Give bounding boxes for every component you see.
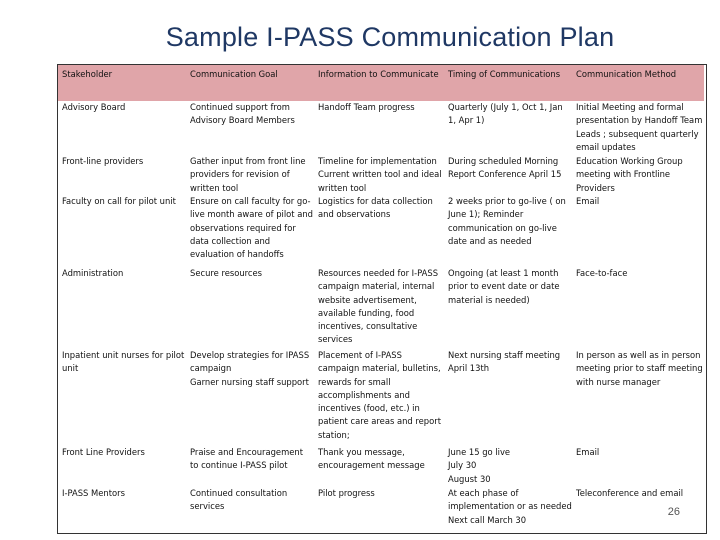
cell-goal: Develop strategies for IPASS campaign Garner nursing staff support: [190, 350, 310, 387]
table-row: [58, 446, 704, 487]
cell-timing: [444, 349, 572, 446]
cell-stakeholder: Faculty on call for pilot unit: [62, 196, 176, 206]
cell-stakeholder: I-PASS Mentors: [62, 488, 125, 498]
header-stakeholder: Stakeholder: [58, 65, 186, 101]
cell-timing: Quarterly (July 1, Oct 1, Jan 1, Apr 1): [448, 102, 563, 126]
cell-goal: Praise and Encouragement to continue I-PASS pilot: [190, 447, 303, 471]
cell-stakeholder: Front Line Providers: [62, 447, 145, 457]
cell-goal: Secure resources: [190, 268, 263, 278]
page-title: Sample I-PASS Communication Plan: [165, 22, 615, 52]
cell-stakeholder: Advisory Board: [62, 102, 126, 112]
cell-goal: Continued support from Advisory Board Members: [190, 102, 295, 126]
cell-information: Handoff Team progress: [318, 102, 415, 112]
cell-method: Face-to-face: [576, 268, 628, 278]
table-row: [58, 101, 704, 155]
cell-timing: During scheduled Morning Report Conference April 15: [448, 156, 562, 180]
cell-timing: 2 weeks prior to go-live ( on June 1); Reminder communication on go-live date and as needed: [448, 196, 566, 246]
header-communication-goal: Communication Goal: [186, 65, 314, 101]
cell-method: Email: [576, 447, 600, 457]
cell-information: Logistics for data collection and observations: [318, 196, 433, 220]
table-row: [58, 349, 704, 446]
table-row: [58, 267, 704, 349]
page-number: 26: [667, 506, 680, 518]
header-timing: Timing of Communications: [444, 65, 572, 101]
header-information: Information to Communicate: [314, 65, 444, 101]
timing-text: Next nursing staff meeting April 13th: [448, 350, 561, 374]
cell-stakeholder: Front-line providers: [62, 156, 144, 166]
table-row: [58, 195, 704, 267]
cell-information: Timeline for implementation Current written tool and ideal written tool: [318, 156, 442, 193]
cell-information: Resources needed for I-PASS campaign material, internal website advertisement, available funding, food incentives, consultative services: [318, 268, 439, 345]
cell-information: Thank you message, encouragement message: [318, 447, 425, 471]
cell-timing: June 15 go live July 30 August 30: [448, 447, 511, 484]
cell-timing: Ongoing (at least 1 month prior to event date or date material is needed): [448, 268, 560, 305]
cell-stakeholder: Administration: [62, 268, 124, 278]
table-row: [58, 155, 704, 195]
cell-goal: Gather input from front line providers for revision of written tool: [190, 156, 306, 193]
table-header-row: [58, 65, 704, 101]
cell-goal: Continued consultation services: [190, 488, 288, 512]
cell-method: Teleconference and email: [576, 488, 684, 498]
cell-method: In person as well as in person meeting prior to staff meeting with nurse manager: [576, 350, 703, 387]
cell-information: Placement of I-PASS campaign material, bulletins, rewards for small accomplishments and incentives (food, etc.) in patient care areas and report station;: [318, 350, 441, 440]
header-method: Communication Method: [572, 65, 704, 101]
table-row: [58, 487, 704, 529]
cell-information: Pilot progress: [318, 488, 375, 498]
cell-method: Initial Meeting and formal presentation by Handoff Team Leads ; subsequent quarterly email updates: [576, 102, 703, 152]
cell-stakeholder: Inpatient unit nurses for pilot unit: [62, 350, 185, 374]
cell-method: Email: [576, 196, 600, 206]
communication-plan-table: [58, 65, 704, 529]
cell-method: Education Working Group meeting with Frontline Providers: [576, 156, 683, 193]
cell-timing: At each phase of implementation or as needed Next call March 30: [448, 488, 572, 525]
cell-goal: Ensure on call faculty for go-live month aware of pilot and observations required for data collection and evaluation of handoffs: [190, 196, 313, 260]
